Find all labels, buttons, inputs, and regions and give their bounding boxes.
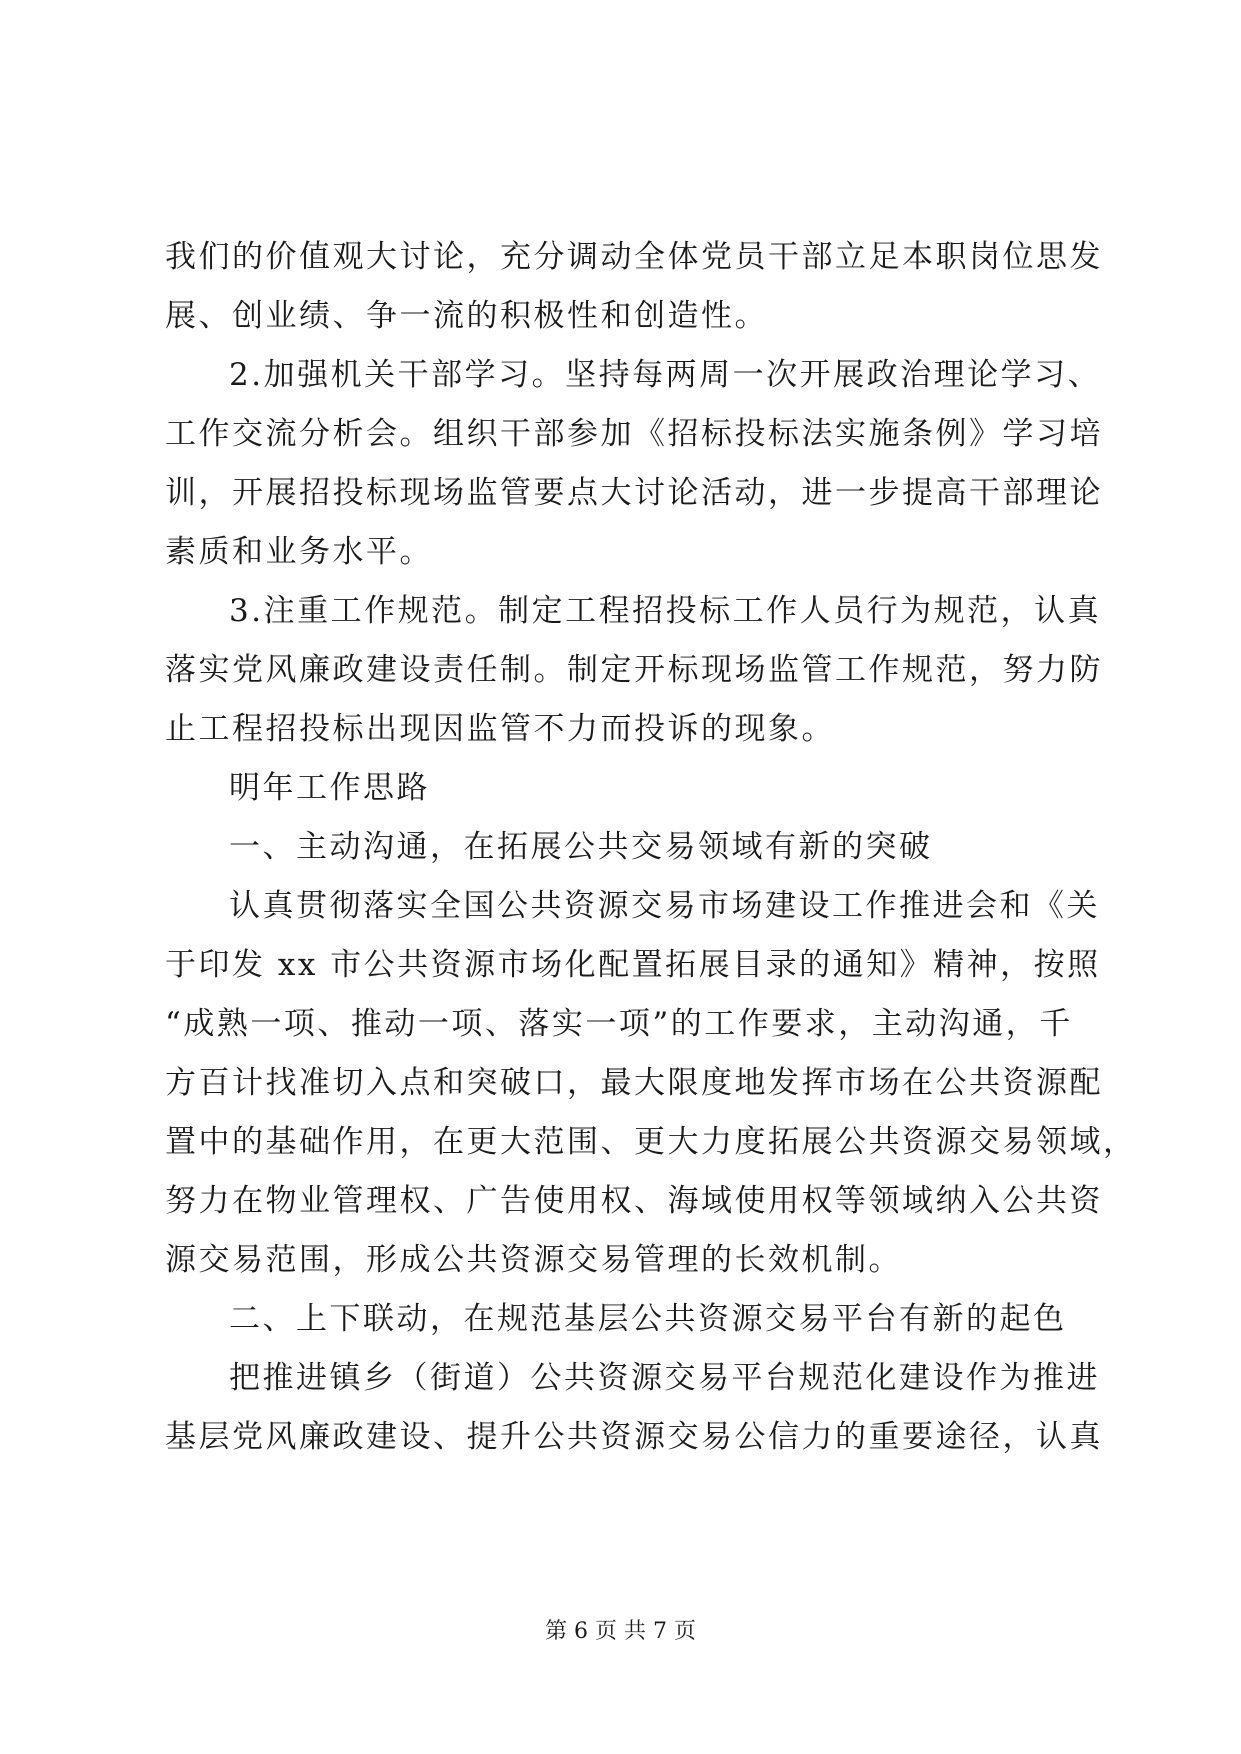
text-line: 3.注重工作规范。制定工程招投标工作人员行为规范，认真 bbox=[229, 593, 1102, 629]
text-line: 训，开展招投标现场监管要点大讨论活动，进一步提高干部理论 bbox=[165, 475, 1103, 511]
text-line: 于印发 xx 市公共资源市场化配置拓展目录的通知》精神，按照 bbox=[165, 947, 1101, 983]
text-line: 源交易范围，形成公共资源交易管理的长效机制。 bbox=[165, 1242, 902, 1278]
text-line: 认真贯彻落实全国公共资源交易市场建设工作推进会和《关 bbox=[229, 888, 1100, 924]
subsection-heading: 二、上下联动，在规范基层公共资源交易平台有新的起色 bbox=[229, 1301, 1067, 1337]
text-line: 努力在物业管理权、广告使用权、海域使用权等领域纳入公共资 bbox=[165, 1183, 1103, 1219]
subsection-heading: 一、主动沟通，在拓展公共交易领域有新的突破 bbox=[229, 829, 933, 865]
text-line: 置中的基础作用，在更大范围、更大力度拓展公共资源交易领域， bbox=[165, 1124, 1137, 1160]
text-line: 2.加强机关干部学习。坚持每两周一次开展政治理论学习、 bbox=[229, 357, 1102, 393]
text-line: 工作交流分析会。组织干部参加《招标投标法实施条例》学习培 bbox=[165, 416, 1103, 452]
section-heading: 明年工作思路 bbox=[229, 770, 430, 806]
text-line: 把推进镇乡（街道）公共资源交易平台规范化建设作为推进 bbox=[229, 1360, 1100, 1396]
page-number-footer: 第 6 页 共 7 页 bbox=[545, 1619, 696, 1644]
text-line: 止工程招投标出现因监管不力而投诉的现象。 bbox=[165, 711, 835, 747]
document-body bbox=[165, 228, 1137, 1467]
text-line: 我们的价值观大讨论，充分调动全体党员干部立足本职岗位思发 bbox=[165, 239, 1103, 275]
text-line: 落实党风廉政建设责任制。制定开标现场监管工作规范，努力防 bbox=[165, 652, 1103, 688]
text-line: 展、创业绩、争一流的积极性和创造性。 bbox=[165, 298, 768, 334]
text-line: 方百计找准切入点和突破口，最大限度地发挥市场在公共资源配 bbox=[165, 1065, 1103, 1101]
text-line: “成熟一项、推动一项、落实一项”的工作要求，主动沟通，千 bbox=[165, 1006, 1073, 1042]
text-line: 素质和业务水平。 bbox=[165, 534, 433, 570]
text-line: 基层党风廉政建设、提升公共资源交易公信力的重要途径，认真 bbox=[165, 1419, 1103, 1455]
